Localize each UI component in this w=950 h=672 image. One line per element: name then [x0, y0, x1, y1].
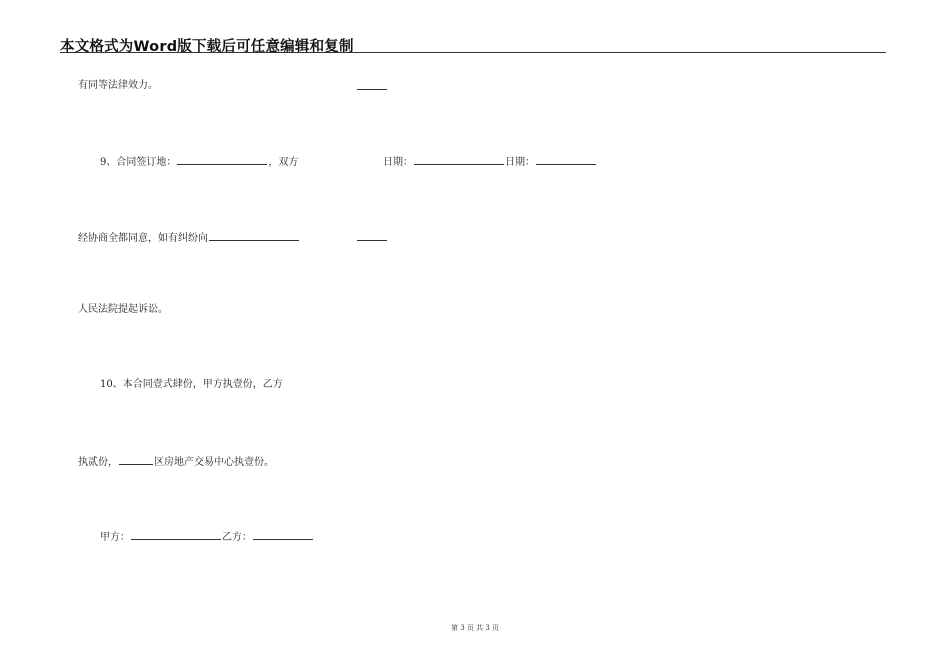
line-1-text: 有同等法律效力。 — [78, 80, 158, 91]
paragraph-line-6 — [78, 455, 274, 469]
date-label-1: 日期： — [383, 157, 413, 168]
line-6-text-b: 区房地产交易中心执壹份。 — [154, 457, 274, 468]
party-b-label: 乙方： — [222, 532, 252, 543]
blank-field — [357, 231, 387, 241]
line-2-tail: ，双方 — [268, 157, 299, 168]
blank-field — [177, 155, 267, 165]
blank-field — [253, 530, 313, 540]
line-2-text: 9、合同签订地： — [100, 157, 177, 168]
header-title: 本文格式为Word版下载后可任意编辑和复制 — [60, 39, 354, 55]
paragraph-line-3 — [78, 231, 300, 245]
line-4-text: 人民法院提起诉讼。 — [78, 304, 168, 315]
blank-field — [536, 155, 596, 165]
line-5-text: 10、本合同壹式肆份，甲方执壹份，乙方 — [100, 379, 283, 390]
paragraph-line-4 — [78, 304, 168, 316]
date-line — [383, 155, 597, 169]
blank-field — [357, 80, 387, 90]
right-blank-1 — [356, 80, 388, 94]
paragraph-line-5 — [100, 379, 283, 391]
paragraph-line-1 — [78, 80, 158, 92]
line-3-text: 经协商全都同意，如有纠纷向 — [78, 233, 208, 244]
page-footer: 第 3 页 共 3 页 — [450, 624, 500, 632]
line-6-text-a: 执贰份， — [78, 457, 118, 468]
party-a-label: 甲方： — [100, 532, 130, 543]
blank-field — [131, 530, 221, 540]
date-label-2: 日期： — [505, 157, 535, 168]
header-rule — [60, 52, 886, 53]
blank-field — [414, 155, 504, 165]
paragraph-line-2 — [100, 155, 298, 169]
signature-line — [100, 530, 314, 544]
blank-field — [209, 231, 299, 241]
right-blank-2 — [356, 231, 388, 245]
blank-field — [119, 455, 153, 465]
